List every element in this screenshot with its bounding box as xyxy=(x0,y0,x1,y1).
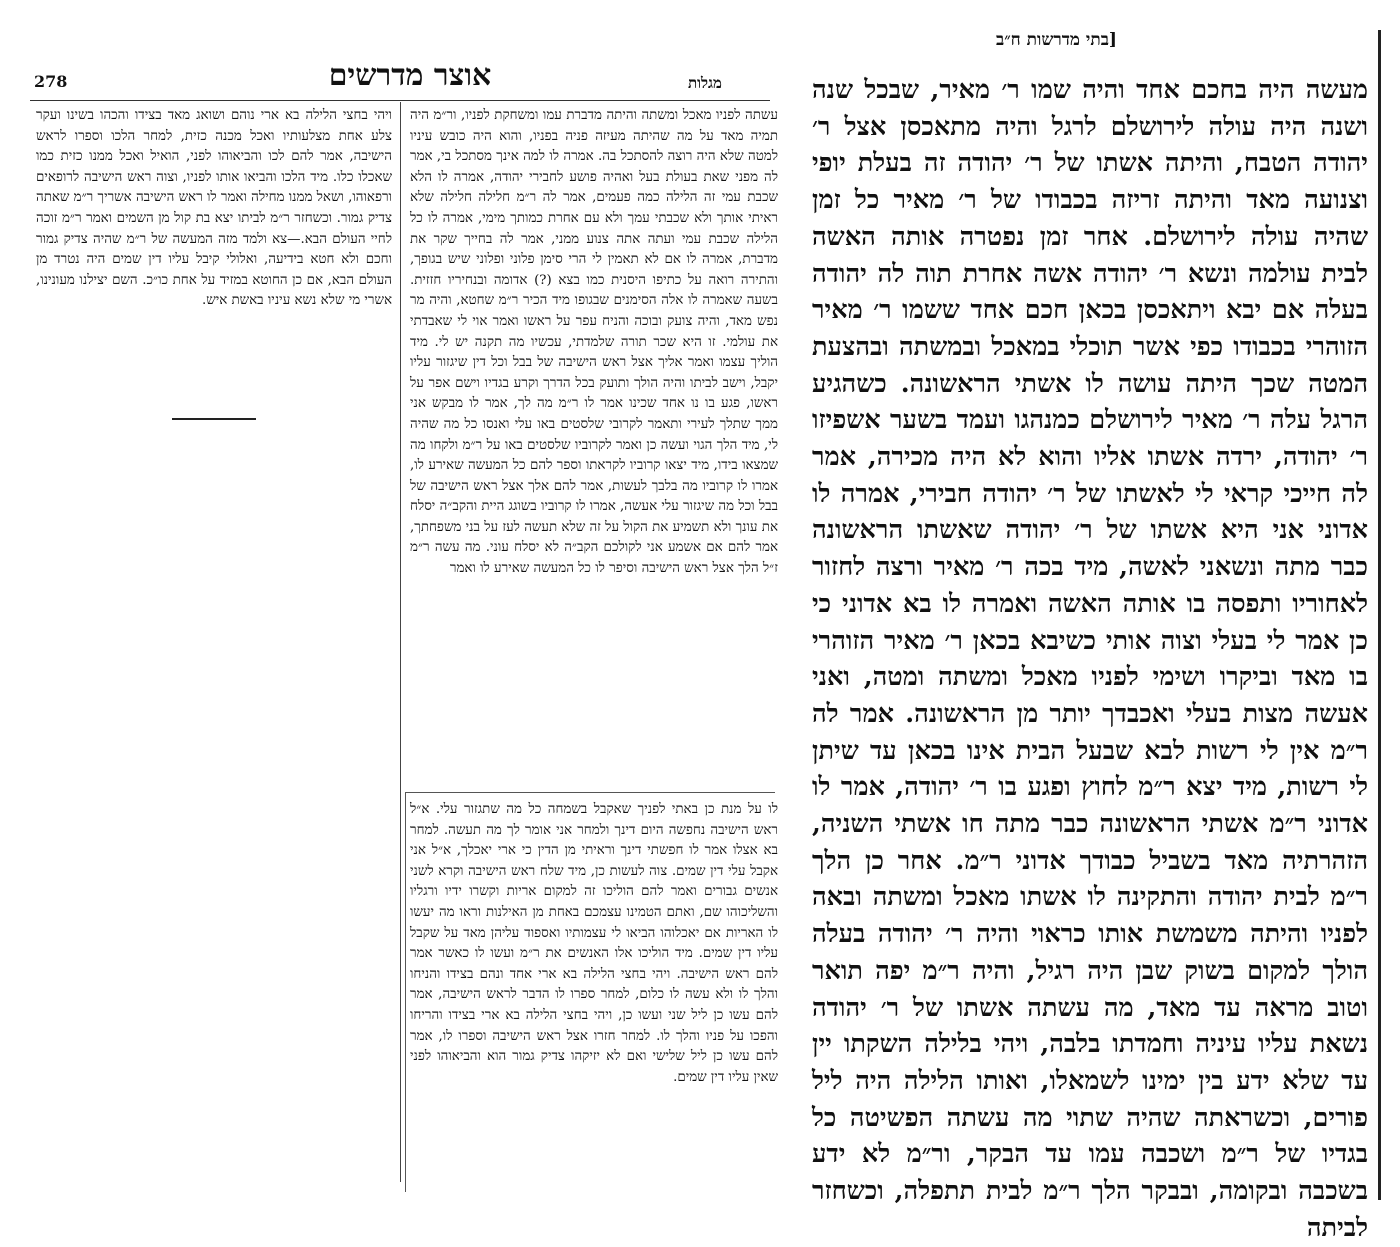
page-number: 278 xyxy=(34,72,68,91)
text-column-right-top xyxy=(410,106,778,580)
column-text: עשתה לפניו מאכל ומשתה והיתה מדברת עמו ומשחקת לפניו, ור״מ היה תמיה מאד על מה שהיתה מעיזה פניה בפניו, והוא היה כובש עיניו למטה שלא היה רוצה להסתכל בה. אמרה לו למה אינך מסתכל בי, אמר לה מפני שאת בעולת בעל ואהיה פושע לחבירי יהודה, אמרה לו הלא שכבת עמי זה הלילה כמה פעמים, אמר לה ר״מ חלילה חלילה שלא ראיתי אותך ולא שכבתי עמך ולא עם אחרת כמותך מימי, אמרה לו כל הלילה שכבת עמי ועתה אתה צנוע ממני, אמר לה בחייך שקר את מדברת, אמרה לו אם לא תאמין לי הרי סימן פלוני ופלוני שיש בגופך, והתירה רואה על כתיפו היסנית כמו בצא (?) אדומה ובנחיריו חזזית. בשעה שאמרה לו אלה הסימנים שבגופו מיד הכיר ר״מ שחטא, והיה מר נפש מאד, והיה צועק ובוכה והניח עפר על ראשו ואמר אוי לי שאבדתי את עולמי. זו היא שכר תורה שלמדתי, עכשיו מה תקנה יש לי. מיד הוליך עצמו ואמר אליך אצל ראש הישיבה של בבל וכל דין שיגזור עליו יקבל, וישב לביתו והיה הולך ותועק בכל הדרך וקרע בגדיו וישם אפר על ראשו, פגע בו נו אחד שכינו אמר לו ר״מ מה לך, אמר לו מבקש אני ממך שתלך לעירי ותאמר לקרובי שלסטים באו עלי ואנסו כל מה שהיה לי, מיד הלך הגוי ועשה כן ואמר לקרוביו שלסטים באו על ר״מ ולקחו מה שמצאו בידו, מיד יצאו קרוביו לקראתו וספר להם כל המעשה שאירע לו, אמרו לו קרוביו מה בלבך לעשות, אמר להם אלך אצל ראש הישיבה של בבל וכל מה שיגזור עלי אעשה, אמרו לו קרוביו בשוגג היית והקב״ה יסלח את עונך ולא תשמיע את הקול על זה שלא תעשה לעז על בני משפחתך, אמר להם אם אשמע אני לקולכם הקב״ה לא יסלח עוני. מה עשה ר״מ ז״ל הלך אצל ראש הישיבה וסיפר לו כל המעשה שאירע לו ואמר xyxy=(410,108,779,577)
end-rule xyxy=(172,418,256,420)
header-rule xyxy=(30,100,770,101)
book-spine-line xyxy=(1378,30,1381,1200)
right-page-text-block xyxy=(812,72,1368,1247)
right-page-header: [בתי מדרשות ח״ב xyxy=(996,30,1117,50)
pasted-box-left-edge xyxy=(405,792,406,1192)
text-column-left xyxy=(36,106,392,312)
column-text: לו על מנת כן באתי לפניך שאקבל בשמחה כל מה שתגזור עלי. א״ל ראש הישיבה נחפשה היום דינך ולמחר אני אומר לך מה תעשה. למחר בא אצלו אמר לו חפשתי דינך וראיתי מן הדין כי ארי יאכלך, א״ל אני אקבל עלי דין שמים. צוה לעשות כן, מיד שלח ראש הישיבה וקרא לשני אנשים גבורים ואמר להם הוליכו זה למקום אריות וקשרו ידיו ורגליו והשליכוהו שם, ואתם הטמינו עצמכם באחת מן האילנות וראו מה יעשו לו האריות אם יאכלוהו הביאו לי עצמותיו ואספוד עליהן מאד על שקבל עליו דין שמים. מיד הוליכו אלו האנשים את ר״מ ועשו לו כאשר אמר להם ראש הישיבה. ויהי בחצי הלילה בא ארי אחד ונהם בצידו והניחו והלך לו ולא עשה לו כלום, למחר ספרו לו הדבר לראש הישיבה, אמר להם עשו כן ליל שני ועשו כן, ויהי בחצי הלילה בא ארי בצידו והריחו והפכו על פניו והלך לו. למחר חזרו אצל ראש הישיבה וספרו לו, אמר להם עשו כן ליל שלישי ואם לא יזיקהו צדיק גמור הוא והביאוהו לפני שאין עליו דין שמים. xyxy=(410,802,778,1085)
column-divider xyxy=(400,102,401,1182)
section-title: מגלות xyxy=(688,74,722,92)
text-column-right-bottom xyxy=(410,800,778,1088)
main-text: מעשה היה בחכם אחד והיה שמו ר׳ מאיר, שבכל שנה ושנה היה עולה לירושלם לרגל והיה מתאכסן אצל ר׳ יהודה הטבח, והיתה אשתו של ר׳ יהודה זה בעלת יופי וצנועה מאד והיתה זריזה בכבודו של ר׳ מאיר כל זמן שהיה עולה לירושלם. אחר זמן נפטרה אותה האשה לבית עולמה ונשא ר׳ יהודה אשה אחרת תוה לה יהודה בעלה אם יבא ויתאכסן בכאן חכם אחד ששמו ר׳ מאיר הזוהרי בכבודו כפי אשר תוכלי במאכל ובמשתה ובהצעת המטה שכך היתה עושה לו אשתי הראשונה. כשהגיע הרגל עלה ר׳ מאיר לירושלם כמנהגו ועמד בשער אשפיזו ר׳ יהודה, ירדה אשתו אליו והוא לא היה מכירה, אמר לה חייכי קראי לי לאשתו של ר׳ יהודה חבירי, אמרה לו אדוני אני היא אשתו של ר׳ יהודה שאשתו הראשונה כבר מתה ונשאני לאשה, מיד בכה ר׳ מאיר ורצה לחזור לאחוריו ותפסה בו אותה האשה ואמרה לו בא אדוני כי כן אמר לי בעלי וצוה אותי כשיבא בכאן ר׳ מאיר הזוהרי בו מאד וביקרו ושימי לפניו מאכל ומשתה ומטה, ואני אעשה מצות בעלי ואכבדך יותר מן הראשונה. אמר לה ר״מ אין לי רשות לבא שבעל הבית אינו בכאן עד שיתן לי רשות, מיד יצא ר״מ לחוץ ופגע בו ר׳ יהודה, אמר לו אדוני ר״מ אשתי הראשונה כבר מתה חו אשתי השניה, הזהרתיה מאד בשביל כבודך אדוני ר״מ. אחר כן הלך ר״מ לבית יהודה והתקינה לו אשתו מאכל ומשתה ובאה לפניו והיתה משמשת אותו כראוי והיה ר׳ יהודה בעלה הולך למקום בשוק שבן היה רגיל, והיה ר״מ יפה תואר וטוב מראה עד מאד, מה עשתה אשתו של ר׳ יהודה נשאת עליו עיניה וחמדתו בלבה, ויהי בלילה השקתו יין עד שלא ידע בין ימינו לשמאלו, ואותו הלילה היה ליל פורים, וכשראתה שהיה שתוי מה עשתה הפשיטה כל בגדיו של ר״מ ושכבה עמו עד הבקר, ור״מ לא ידע בשכבה ובקומה, ובבקר הלך ר״מ לבית תתפלה, וכשחזר לביתה xyxy=(812,75,1368,1243)
running-title: אוצר מדרשים xyxy=(328,58,492,93)
column-text: ויהי בחצי הלילה בא ארי נוהם ושואג מאד בצידו והכהו בשינו ועקר צלע אחת מצלעותיו ואכל מכנה כזית, למחר הלכו וספרו לראש הישיבה, אמר להם לכו והביאוהו לפני, הואיל ואכל ממנו כזית כמו שאכלו כלו. מיד הלכו והביאו אותו לפניו, וצוה ראש הישיבה לרופאים ורפאוהו, ושאל ממנו מחילה ואמר לו ראש הישיבה אשריך ר״מ שאתה צדיק גמור. וכשחזר ר״מ לביתו יצא בת קול מן השמים ואמר ר״מ זוכה לחיי העולם הבא.—צא ולמד מזה המעשה של ר״מ שהיה צדיק גמור וחכם ולא חטא בידיעה, ואלולי קיבל עליו דין שמים היה נטרד מן העולם הבא, אם כן החוטא במזיד על אחת כו״כ. השם יצילנו מעונינו, אשרי מי שלא נשא עיניו באשת איש. xyxy=(36,108,392,309)
pasted-box-top-edge xyxy=(405,792,775,793)
